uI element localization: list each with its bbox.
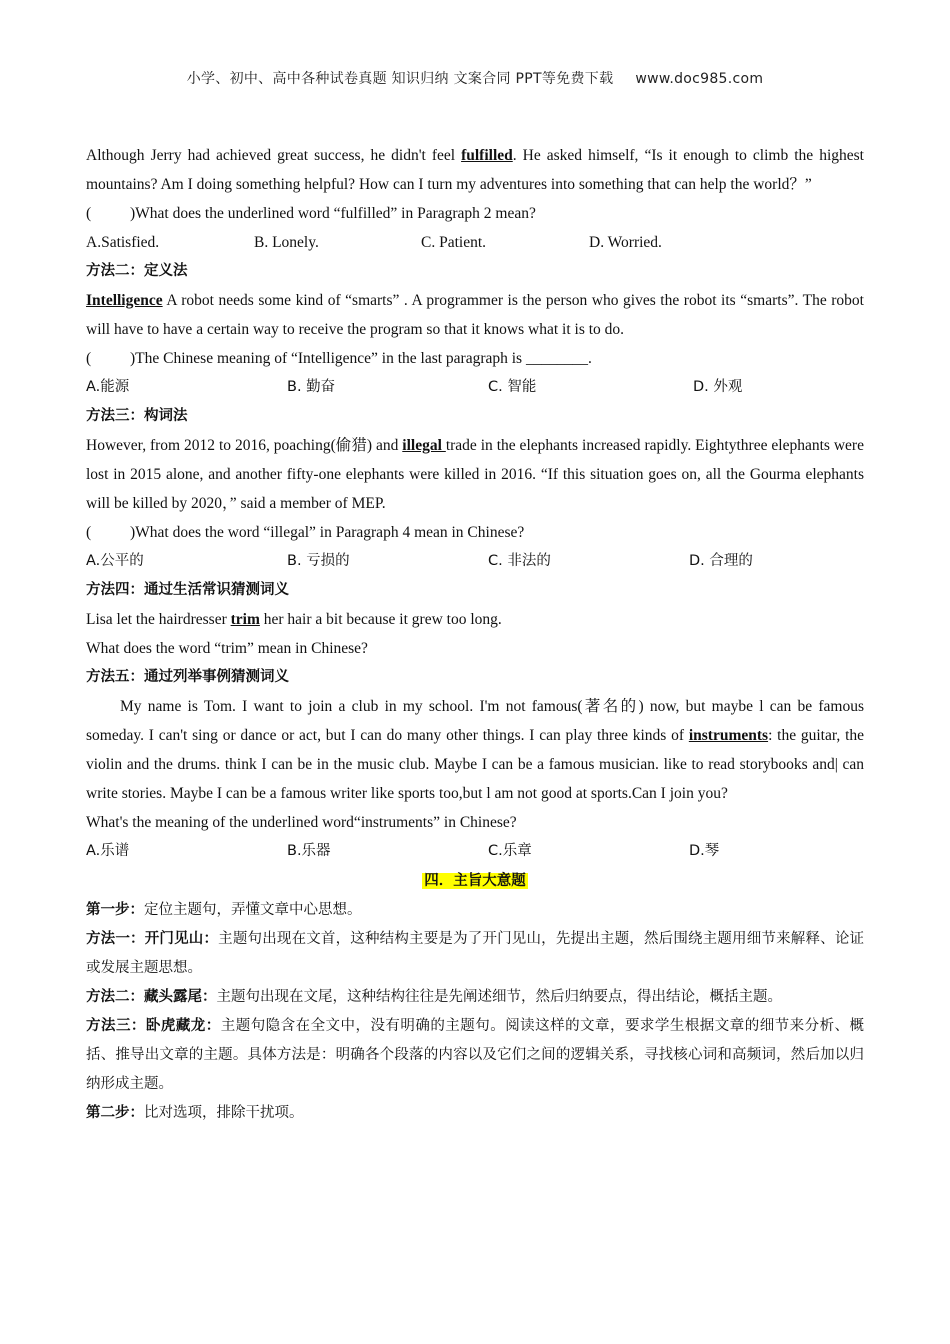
question-trim: What does the word “trim” mean in Chinese? bbox=[86, 640, 368, 657]
method-5-title: 方法五：通过列举事例猜测词义 bbox=[86, 669, 289, 685]
option-d: D. 合理的 bbox=[689, 553, 753, 569]
option-b: B. 亏损的 bbox=[287, 553, 350, 569]
option-a: A.乐谱 bbox=[86, 843, 130, 859]
option-b: B. Lonely. bbox=[254, 234, 319, 251]
option-d: D. 外观 bbox=[693, 379, 743, 395]
header-url[interactable]: www.doc985.com bbox=[635, 71, 764, 87]
step-2: 第二步：比对选项，排除干扰项。 bbox=[86, 1105, 304, 1121]
option-a: A.能源 bbox=[86, 379, 130, 395]
passage-intelligence: Intelligence A robot needs some kind of “smarts” . A programmer is the person who gives the robot its “smarts”. The robot will have to have a certain way to receive the program so that it knows what it is to do. bbox=[86, 292, 864, 338]
main-idea-method-3: 方法三：卧虎藏龙：主题句隐含在全文中，没有明确的主题句。阅读这样的文章，要求学生根据文章的细节来分析、概括、推导出文章的主题。具体方法是：明确各个段落的内容以及它们之间的逻辑关系，寻找核心词和高频词，然后加以归纳形成主题。 bbox=[86, 1018, 865, 1092]
main-idea-method-1: 方法一：开门见山：主题句出现在文首，这种结构主要是为了开门见山，先提出主题，然后围绕主题用细节来解释、论证或发展主题思想。 bbox=[86, 931, 865, 976]
option-a: A.Satisfied. bbox=[86, 234, 160, 251]
main-idea-method-2: 方法二：藏头露尾：主题句出现在文尾，这种结构往往是先阐述细节，然后归纳要点，得出结论，概括主题。 bbox=[86, 989, 782, 1005]
underlined-word-illegal: illegal bbox=[402, 437, 446, 454]
header-text: 小学、初中、高中各种试卷真题 知识归纳 文案合同 PPT等免费下载 bbox=[186, 71, 614, 87]
document-body bbox=[86, 141, 864, 1128]
question-fulfilled: ( )What does the underlined word “fulfilled” in Paragraph 2 mean? bbox=[86, 205, 536, 222]
options-fulfilled bbox=[86, 228, 864, 257]
underlined-word-intelligence: Intelligence bbox=[86, 292, 163, 309]
method-3-title: 方法三：构词法 bbox=[86, 408, 188, 424]
passage-illegal: However, from 2012 to 2016, poaching(偷猎) and illegal trade in the elephants increased rapidly. Eightythree elephants were lost in 2015 alone, and another fifty-one elephants were killed in 2016. “If this situation goes on, all the Gourma elephants will be killed by 2020，” said a member of MEP. bbox=[86, 437, 864, 512]
passage-trim: Lisa let the hairdresser trim her hair a bit because it grew too long. bbox=[86, 611, 502, 628]
step-1: 第一步：定位主题句，弄懂文章中心思想。 bbox=[86, 902, 362, 918]
passage-fulfilled: Although Jerry had achieved great success, he didn't feel fulfilled. He asked himself, “Is it enough to climb the highest mountains? Am I doing something helpful? How can I turn my adventures into something that can help the world？” bbox=[86, 147, 864, 193]
question-intelligence: ( )The Chinese meaning of “Intelligence” in the last paragraph is ________. bbox=[86, 350, 592, 367]
option-b: B. 勤奋 bbox=[287, 379, 336, 395]
option-d: D.琴 bbox=[689, 843, 720, 859]
options-instruments bbox=[86, 837, 864, 866]
options-intelligence bbox=[86, 373, 864, 402]
option-c: C. Patient. bbox=[421, 234, 487, 251]
method-2-title: 方法二：定义法 bbox=[86, 263, 188, 279]
underlined-word-fulfilled: fulfilled bbox=[461, 147, 513, 164]
page-header bbox=[0, 68, 950, 88]
option-a: A.公平的 bbox=[86, 553, 144, 569]
options-illegal bbox=[86, 547, 864, 576]
option-c: C. 智能 bbox=[488, 379, 537, 395]
underlined-word-trim: trim bbox=[230, 611, 260, 628]
question-instruments: What's the meaning of the underlined word“instruments” in Chinese? bbox=[86, 814, 517, 831]
passage-instruments: My name is Tom. I want to join a club in my school. I'm not famous(著名的) now, but maybe l can be famous someday. I can't sing or dance or act, but I can do many other things. I can play three kinds of instruments: the guitar, the violin and the drums. think I can be in the music club. Maybe I can be a famous musician. like to read storybooks and| can write stories. Maybe I can be a famous writer like sports too,but l am not good at sports.Can I join you? bbox=[86, 698, 865, 802]
option-c: C. 非法的 bbox=[488, 553, 551, 569]
underlined-word-instruments: instruments bbox=[688, 727, 769, 744]
section-4-heading: 四．主旨大意题 bbox=[424, 873, 526, 889]
option-b: B.乐器 bbox=[287, 843, 331, 859]
option-c: C.乐章 bbox=[488, 843, 532, 859]
method-4-title: 方法四：通过生活常识猜测词义 bbox=[86, 582, 289, 598]
question-illegal: ( )What does the word “illegal” in Paragraph 4 mean in Chinese? bbox=[86, 524, 525, 541]
option-d: D. Worried. bbox=[589, 234, 662, 251]
